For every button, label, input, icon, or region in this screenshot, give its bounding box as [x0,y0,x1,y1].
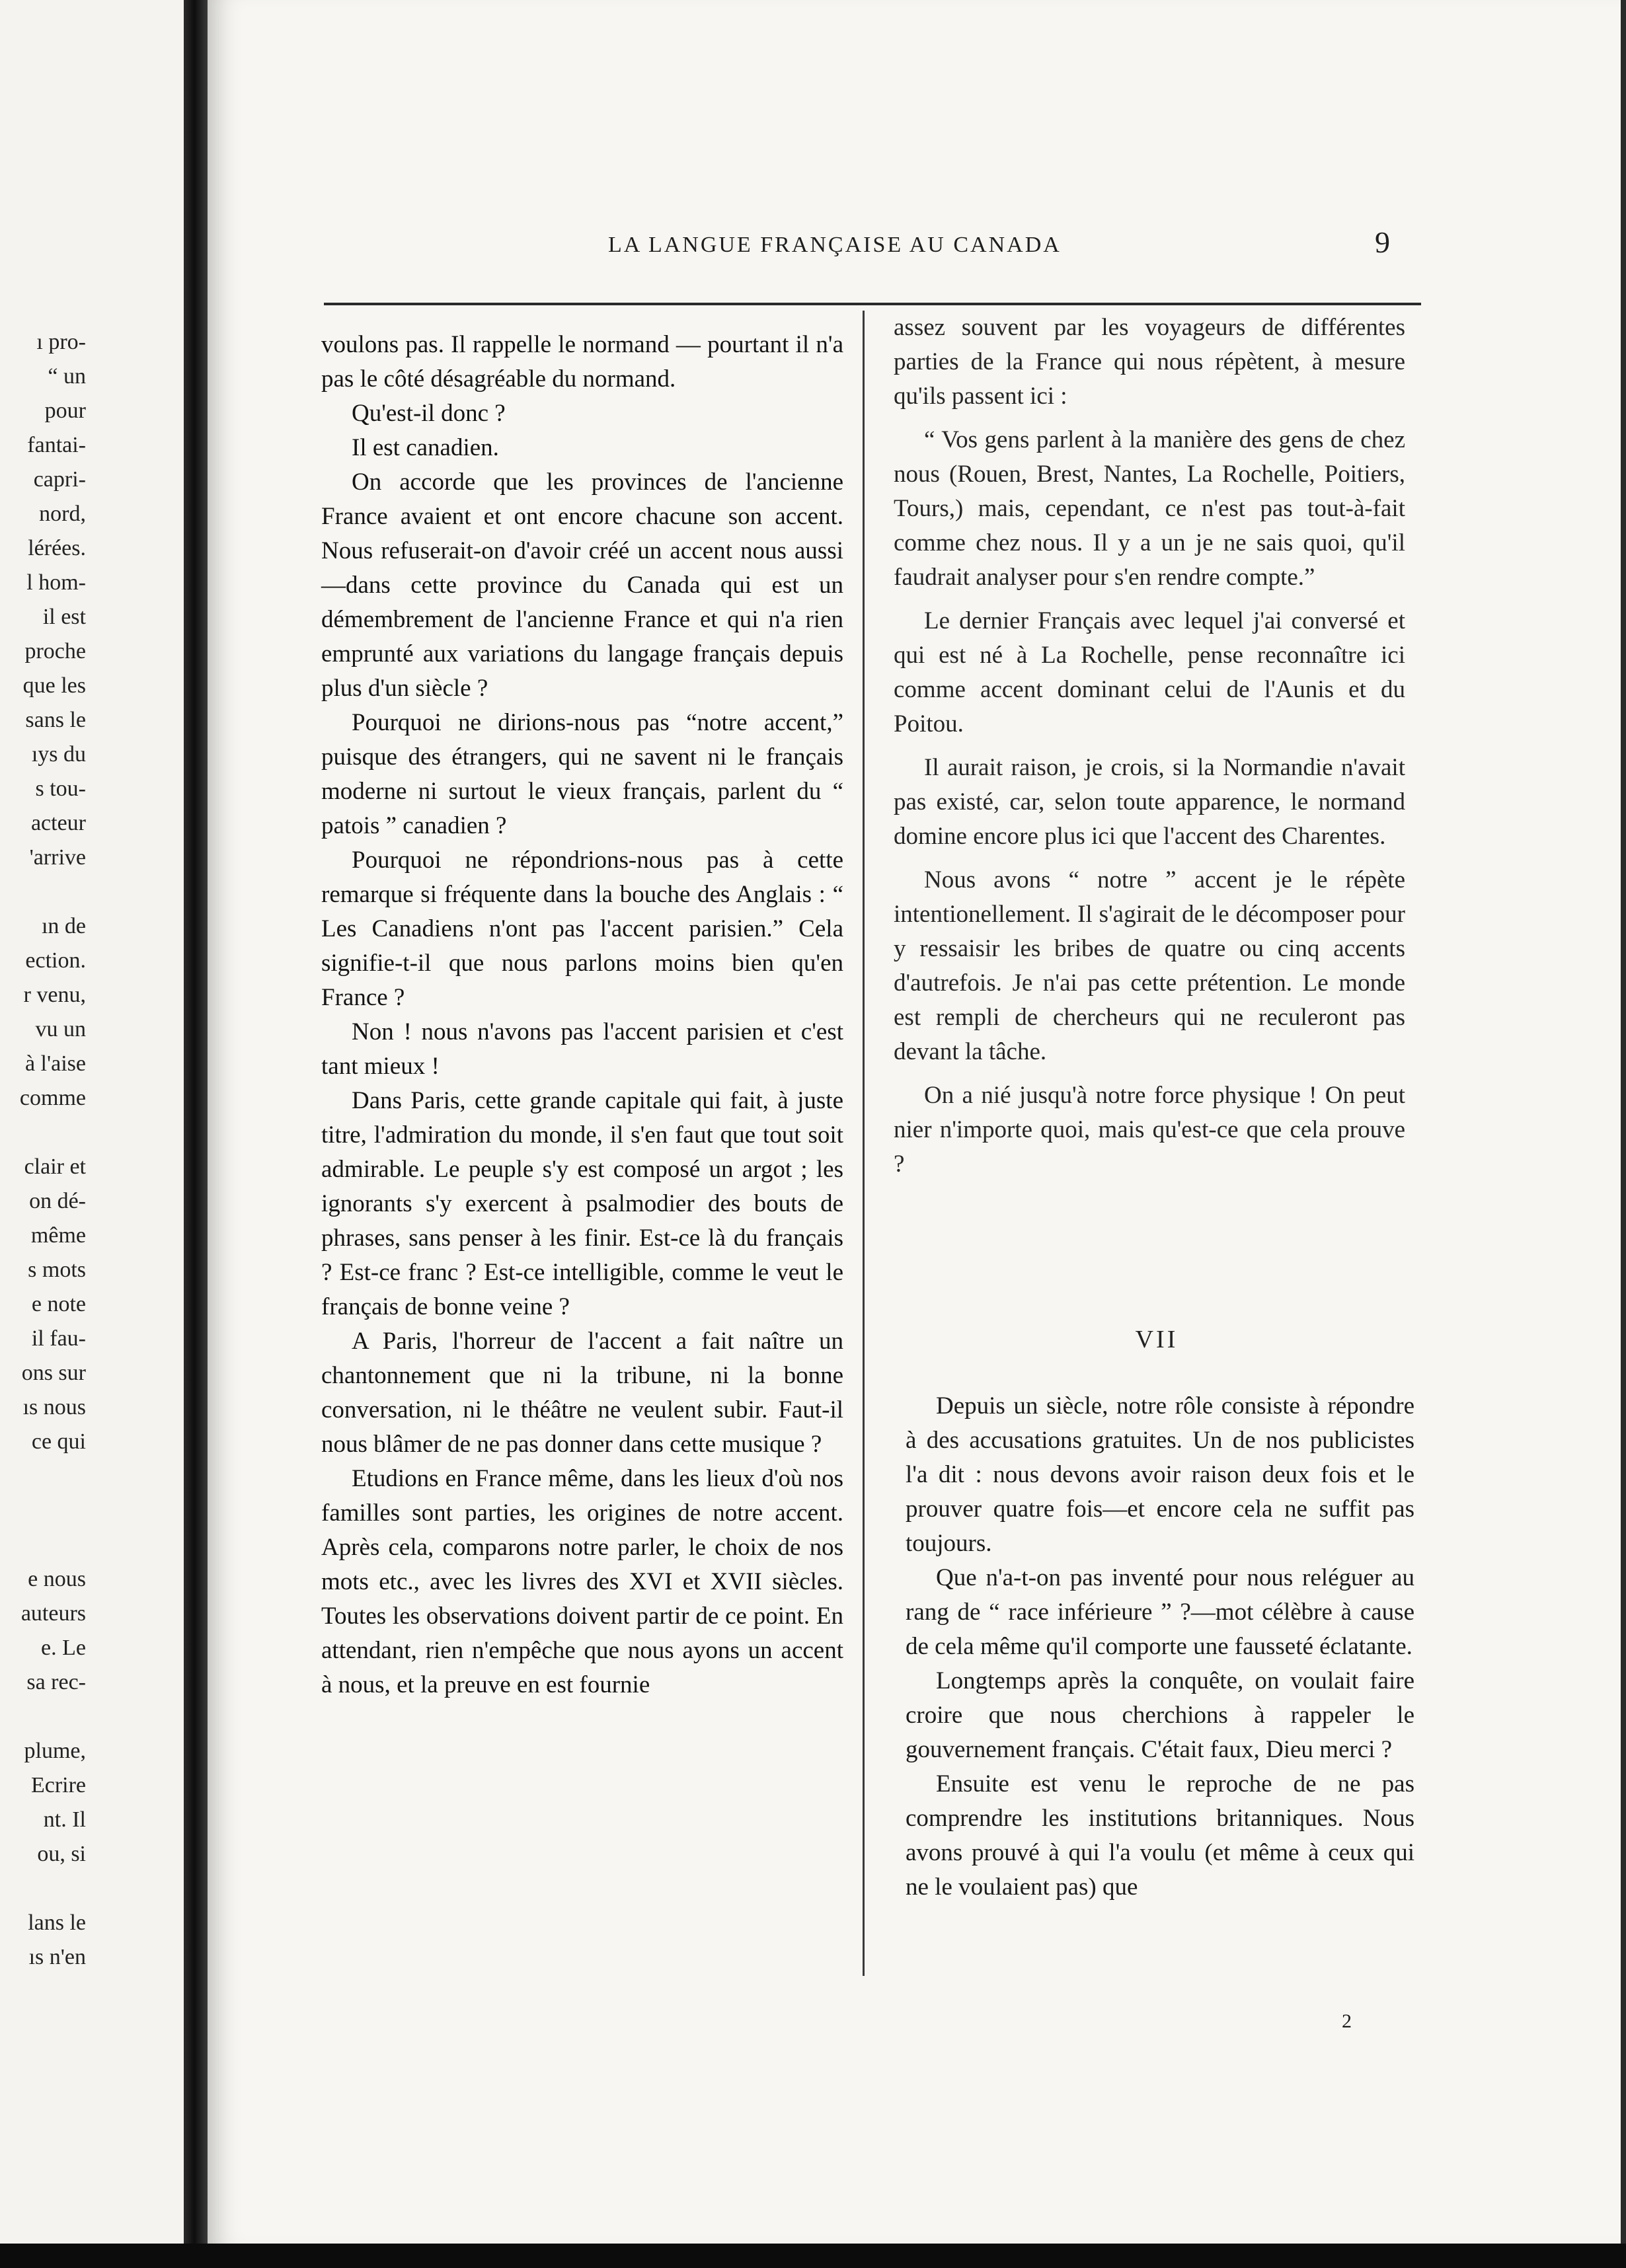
page-edge [1621,0,1626,2244]
left-page-line: ection. [25,948,86,973]
left-page-line: “ un [48,364,86,389]
left-page-line: ou, si [37,1842,86,1866]
left-page-line: sa rec- [26,1670,86,1694]
left-column-paragraph: Pourquoi ne dirions-nous pas “notre accent,” puisque des étrangers, qui ne savent ni le français moderne ni surtout le vieux français, parlent du “ patois ” canadien ? [321,709,843,839]
left-page-line: ıs nous [22,1395,86,1419]
left-column-paragraph: Il est canadien. [352,434,499,461]
left-page-line: acteur [30,811,86,835]
left-page-line: proche [24,639,86,663]
left-page-line [0,875,86,909]
section-paragraph: Longtemps après la conquête, on voulait faire croire que nous cherchions à rappeler le gouvernement français. C'était faux, Dieu merci ? [906,1667,1414,1763]
section-paragraph: Depuis un siècle, notre rôle consiste à répondre à des accusations gratuites. Un de nos publicistes l'a dit : nous devons avoir raison deux fois et le prouver quatre fois—et encore cela ne suffit pas toujours. [906,1392,1414,1557]
left-page-line: ın de [41,914,86,938]
left-text-column [321,328,843,1702]
left-page-line [0,1528,86,1562]
left-column-paragraph: A Paris, l'horreur de l'accent a fait naître un chantonnement que ni la tribune, ni la bonne conversation, ni le théâtre ne veulent subir. Faut-il nous blâmer de ne pas donner dans cette musique ? [321,1328,843,1458]
left-page-line: auteurs [20,1601,86,1626]
section-heading: VII [1135,1326,1179,1353]
left-page-line: ıs n'en [28,1945,86,1969]
left-page [0,0,184,2253]
signature-mark: 2 [1342,2010,1352,2032]
left-page-line: sans le [25,708,86,732]
left-page-line: ons sur [21,1361,86,1385]
book-gutter [184,0,208,2253]
section-text-column [906,1389,1414,1905]
right-column-paragraph: Nous avons “ notre ” accent je le répète intentionellement. Il s'agirait de le décomposer pour y ressaisir les bribes de quatre ou cinq accents d'autrefois. Je n'ai pas cette prétention. Le monde est rempli de chercheurs qui ne reculeront pas devant la tâche. [894,866,1405,1065]
left-page-line: ıys du [31,742,86,767]
left-column-paragraph: voulons pas. Il rappelle le normand — pourtant il n'a pas le côté désagréable du normand. [321,331,843,393]
left-page-line: plume, [24,1739,86,1763]
right-column-paragraph: Le dernier Français avec lequel j'ai conversé et qui est né à La Rochelle, pense reconnaître ici comme accent dominant celui de l'Aunis et du Poitou. [894,607,1405,737]
left-page-line: à l'aise [24,1051,86,1076]
left-column-paragraph: Etudions en France même, dans les lieux d'où nos familles sont parties, les origines de notre accent. Après cela, comparons notre parler, le choix de nos mots etc., avec les livres des XVI et XVII siècles. Toutes les observations doivent partir de ce point. En attendant, rien n'empêche que nous ayons un accent à nous, et la preuve en est fournie [321,1465,843,1698]
left-page-line: capri- [33,467,86,492]
left-page-line: pour [44,398,86,423]
running-title: LA LANGUE FRANÇAISE AU CANADA [608,233,1062,257]
right-text-column [894,311,1405,1182]
left-page-line: e nous [28,1567,86,1591]
column-divider [863,311,865,1976]
left-page-line: même [30,1223,86,1248]
left-page-line: lans le [28,1910,86,1935]
left-page-line: nord, [39,502,86,526]
left-page-line: fantai- [27,433,86,457]
left-page-line: s mots [28,1258,86,1282]
left-page-line: il fau- [31,1326,86,1351]
section-paragraph: Ensuite est venu le reproche de ne pas comprendre les institutions britanniques. Nous avons prouvé à qui l'a voulu (et même à ceux qui ne le voulaient pas) que [906,1770,1414,1901]
left-page-line: Ecrire [30,1773,86,1797]
left-column-paragraph: Pourquoi ne répondrions-nous pas à cette remarque si fréquente dans la bouche des Anglais : “ Les Canadiens n'ont pas l'accent parisien.” Cela signifie-t-il que nous parlons moins bien qu'en France ? [321,847,843,1011]
left-page-line: il est [42,605,86,629]
left-page-line: r venu, [23,983,86,1007]
left-page-line: on dé- [29,1189,86,1213]
left-page-line: clair et [24,1154,86,1179]
left-page-line: 'arrive [29,845,86,870]
left-page-text-fragments [0,325,86,1975]
left-column-paragraph: Dans Paris, cette grande capitale qui fait, à juste titre, l'admiration du monde, il s'en faut que tout soit admirable. Le peuple s'y est composé un argot ; les ignorants s'y exercent à psalmodier des bouts de phrases, sans penser à les finir. Est-ce là du français ? Est-ce franc ? Est-ce intelligible, comme le veut le français de bonne veine ? [321,1087,843,1320]
left-page-line: comme [19,1086,86,1110]
left-page-line [0,1493,86,1528]
left-page-line: ce qui [31,1429,86,1454]
left-page-line: lérées. [28,536,86,560]
left-column-paragraph: Qu'est-il donc ? [352,400,506,427]
right-column-paragraph: “ Vos gens parlent à la manière des gens de chez nous (Rouen, Brest, Nantes, La Rochelle, Poitiers, Tours,) mais, cependant, ce n'est pas tout-à-fait comme chez nous. Il y a un je ne sais quoi, qu'il faudrait analyser pour s'en rendre compte.” [894,426,1405,591]
right-column-paragraph: On a nié jusqu'à notre force physique ! On peut nier n'importe quoi, mais qu'est-ce que cela prouve ? [894,1082,1405,1178]
left-column-paragraph: On accorde que les provinces de l'ancienne France avaient et ont encore chacune son accent. Nous refuserait-on d'avoir créé un accent nous aussi—dans cette province du Canada qui est un démembrement de l'ancienne France et qui n'a rien emprunté aux variations du langage français depuis plus d'un siècle ? [321,469,843,702]
left-page-line: ı pro- [36,330,86,354]
header-rule [324,303,1421,305]
scan-border [0,2244,1626,2268]
left-page-line [0,1700,86,1734]
page-number: 9 [1375,225,1390,259]
left-page-line [0,1115,86,1150]
left-page-line [0,1459,86,1493]
left-column-paragraph: Non ! nous n'avons pas l'accent parisien et c'est tant mieux ! [321,1018,843,1080]
left-page-line [0,1871,86,1906]
section-paragraph: Que n'a-t-on pas inventé pour nous reléguer au rang de “ race inférieure ” ?—mot célèbre à cause de cela même qu'il comporte une fausseté éclatante. [906,1564,1414,1660]
left-page-line: vu un [35,1017,86,1041]
left-page-line: l hom- [26,570,86,595]
left-page-line: s tou- [35,776,86,801]
right-column-paragraph: assez souvent par les voyageurs de différentes parties de la France qui nous répètent, à mesure qu'ils passent ici : [894,314,1405,410]
left-page-line: e note [31,1292,86,1316]
left-page-line: e. Le [41,1636,86,1660]
left-page-line: que les [22,673,86,698]
right-column-paragraph: Il aurait raison, je crois, si la Normandie n'avait pas existé, car, selon toute apparence, le normand domine encore plus ici que l'accent des Charentes. [894,754,1405,850]
left-page-line: nt. Il [43,1807,86,1832]
